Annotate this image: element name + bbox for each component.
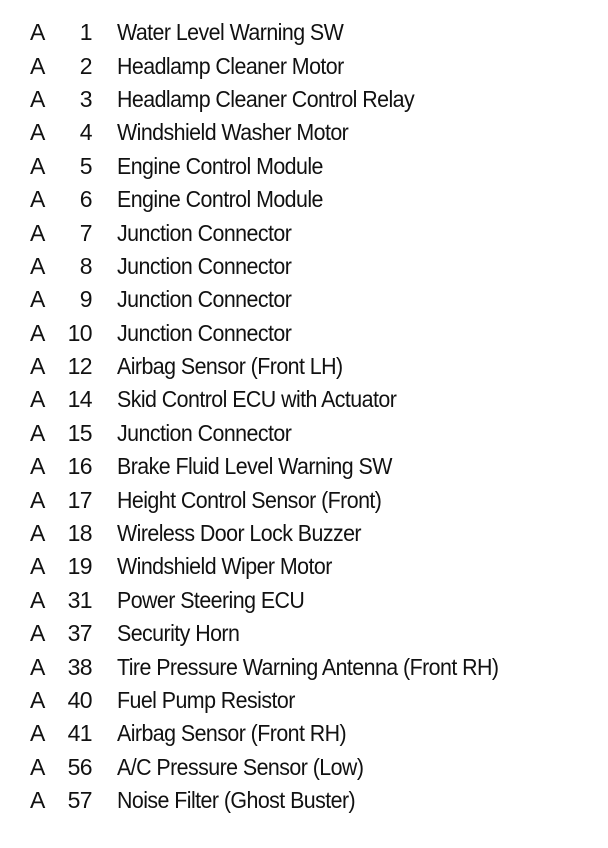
list-item	[30, 183, 590, 216]
list-item	[30, 250, 590, 283]
connector-number: 12	[67, 353, 92, 380]
connector-number: 56	[67, 753, 92, 780]
connector-number: 41	[67, 720, 92, 747]
component-name: Junction Connector	[117, 419, 292, 446]
connector-code: A	[30, 152, 45, 179]
component-name: Engine Control Module	[117, 186, 323, 213]
connector-code: A	[30, 186, 45, 213]
connector-code: A	[30, 687, 45, 713]
component-name: Security Horn	[117, 620, 240, 647]
component-name: Noise Filter (Ghost Buster)	[117, 787, 356, 814]
component-name: Windshield Washer Motor	[117, 119, 349, 146]
connector-number: 40	[67, 687, 92, 713]
list-item	[30, 150, 590, 183]
connector-code: A	[30, 219, 45, 246]
connector-code: A	[30, 319, 45, 346]
list-item	[30, 16, 590, 49]
connector-number: 4	[79, 119, 92, 146]
connector-code: A	[30, 119, 45, 146]
connector-code: A	[30, 386, 45, 413]
connector-code: A	[30, 720, 45, 747]
connector-code: A	[30, 486, 45, 513]
connector-number: 17	[67, 486, 92, 513]
connector-number: 1	[79, 19, 92, 46]
list-item	[30, 450, 590, 483]
list-item	[30, 751, 590, 784]
list-item	[30, 550, 590, 583]
connector-number: 9	[79, 286, 92, 313]
component-name: Junction Connector	[117, 252, 292, 279]
connector-list	[30, 16, 590, 817]
connector-code: A	[30, 85, 45, 112]
component-name: Junction Connector	[117, 286, 292, 313]
connector-code: A	[30, 586, 45, 613]
list-item	[30, 116, 590, 149]
connector-code: A	[30, 753, 45, 780]
component-name: Wireless Door Lock Buzzer	[117, 520, 361, 547]
list-item	[30, 317, 590, 350]
connector-code: A	[30, 553, 45, 580]
connector-number: 15	[67, 419, 92, 446]
component-name: Brake Fluid Level Warning SW	[117, 453, 392, 480]
component-name: Junction Connector	[117, 219, 292, 246]
connector-number: 31	[67, 586, 92, 613]
connector-number: 3	[79, 85, 92, 112]
connector-code: A	[30, 787, 45, 814]
connector-code: A	[30, 453, 45, 480]
connector-code: A	[30, 620, 45, 647]
list-item	[30, 717, 590, 750]
component-name: Headlamp Cleaner Control Relay	[117, 85, 415, 112]
component-name: A/C Pressure Sensor (Low)	[117, 753, 364, 780]
connector-number: 5	[79, 152, 92, 179]
list-item	[30, 784, 590, 817]
component-name: Airbag Sensor (Front LH)	[117, 353, 343, 380]
connector-number: 18	[67, 520, 92, 547]
list-item	[30, 517, 590, 550]
connector-number: 8	[79, 252, 92, 279]
list-item	[30, 684, 590, 717]
list-item	[30, 383, 590, 416]
connector-code: A	[30, 419, 45, 446]
connector-number: 38	[67, 653, 92, 680]
connector-code: A	[30, 52, 45, 79]
component-name: Skid Control ECU with Actuator	[117, 386, 397, 413]
connector-code: A	[30, 19, 45, 46]
connector-number: 16	[67, 453, 92, 480]
connector-number: 37	[67, 620, 92, 647]
component-name: Engine Control Module	[117, 152, 323, 179]
component-name: Water Level Warning SW	[117, 19, 344, 46]
component-name: Fuel Pump Resistor	[117, 687, 295, 713]
list-item	[30, 83, 590, 116]
connector-number: 19	[67, 553, 92, 580]
connector-code: A	[30, 252, 45, 279]
connector-code: A	[30, 286, 45, 313]
connector-number: 57	[67, 787, 92, 814]
component-name: Height Control Sensor (Front)	[117, 486, 382, 513]
list-item	[30, 584, 590, 617]
connector-number: 6	[79, 186, 92, 213]
list-item	[30, 49, 590, 82]
connector-number: 7	[79, 219, 92, 246]
list-item	[30, 483, 590, 516]
list-item	[30, 617, 590, 650]
component-name: Tire Pressure Warning Antenna (Front RH)	[117, 653, 499, 680]
list-item	[30, 650, 590, 683]
connector-number: 10	[67, 319, 92, 346]
list-item	[30, 350, 590, 383]
connector-number: 2	[79, 52, 92, 79]
list-item	[30, 417, 590, 450]
connector-code: A	[30, 520, 45, 547]
component-name: Windshield Wiper Motor	[117, 553, 332, 580]
connector-number: 14	[67, 386, 92, 413]
component-name: Airbag Sensor (Front RH)	[117, 720, 347, 747]
connector-code: A	[30, 353, 45, 380]
connector-code: A	[30, 653, 45, 680]
component-name: Junction Connector	[117, 319, 292, 346]
component-name: Power Steering ECU	[117, 586, 305, 613]
list-item	[30, 283, 590, 316]
component-name: Headlamp Cleaner Motor	[117, 52, 344, 79]
list-item	[30, 216, 590, 249]
